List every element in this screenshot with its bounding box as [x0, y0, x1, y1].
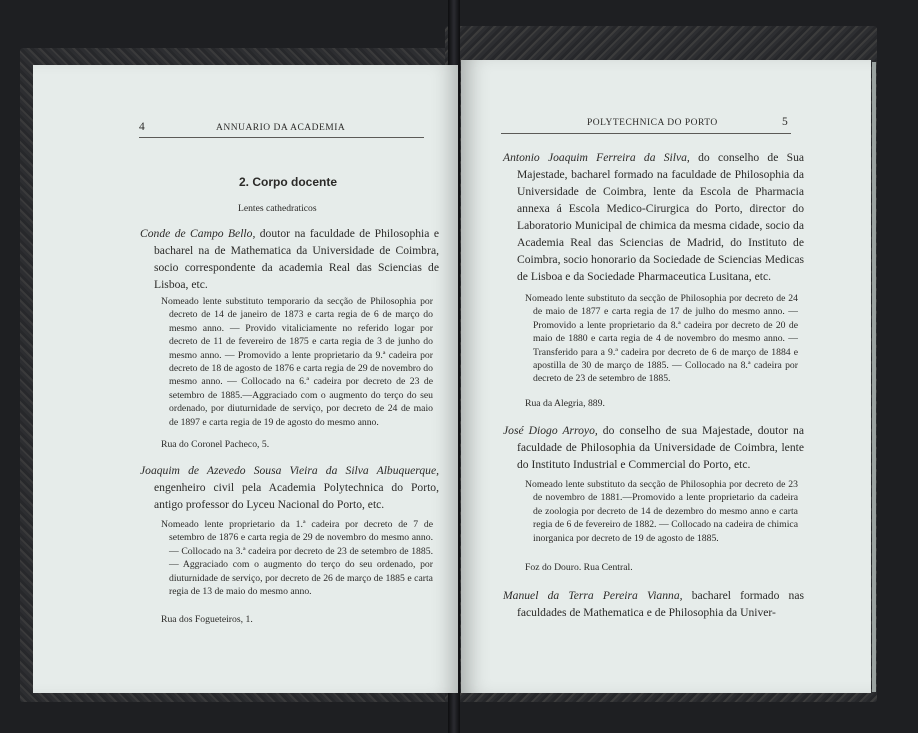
entry-description: do conselho de sua Majestade, doutor na faculdade de Philosophia da Universidade de Coimbra, lente do Instituto Industrial e Commercial do Porto, etc.: [517, 424, 804, 471]
header-rule: [139, 137, 424, 138]
entry-main: [140, 225, 439, 293]
entry-address: Rua da Alegria, 889.: [525, 398, 605, 409]
entry-description: engenheiro civil pela Academia Polytechnica do Porto, antigo professor do Lyceu Nacional do Porto, etc.: [154, 481, 439, 511]
entry-name: Antonio Joaquim Ferreira da Silva,: [503, 151, 690, 164]
entry-address: Foz do Douro. Rua Central.: [525, 562, 633, 573]
running-head: POLYTECHNICA DO PORTO: [587, 118, 718, 128]
section-subtitle: Lentes cathedraticos: [238, 203, 317, 214]
page-number: 5: [782, 116, 788, 128]
entry-address: Rua do Coronel Pacheco, 5.: [161, 439, 270, 450]
entry-main: [503, 149, 804, 285]
entry-note: Nomeado lente substituto da secção de Philosophia por decreto de 23 de novembro de 1881.—Promovido a lente proprietario da cadeira de zoologia por decreto de 14 de dezembro do mesmo anno e carta regia de 6 de fevereiro de 1882. — Collocado na cadeira de chimica inorganica por decreto de 19 de agosto de 1885.: [525, 479, 798, 544]
running-head: ANNUARIO DA ACADEMIA: [216, 123, 346, 133]
page-edge: [872, 62, 876, 692]
entry-main: [140, 462, 439, 513]
entry-description: doutor na faculdade de Philosophia e bacharel na de Mathematica da Universidade de Coimbra, socio correspondente da academia Real das Sciencias de Lisboa, etc.: [154, 227, 439, 291]
entry-main: [503, 587, 804, 621]
header-rule: [501, 133, 791, 134]
entry-note: Nomeado lente proprietario da 1.ª cadeira por decreto de 7 de setembro de 1876 e carta regia de 29 de novembro do mesmo anno. — Collocado na 3.ª cadeira por decreto de 23 de setembro de 1885. — Aggraciado com o augmento do terço do seu ordenado, por diuturnidade de serviço, por decreto de 26 de março de 1885 e carta regia de 13 de maio do mesmo anno.: [161, 519, 433, 598]
entry-description: do conselho de Sua Majestade, bacharel formado na faculdade de Philosophia da Universidade de Coimbra, lente da Escola de Pharmacia annexa á Escola Medico-Cirurgica do Porto, director do Laboratorio Municipal de chimica da mesma cidade, socio da Academia Real das Sciencias de Madrid, do Instituto de Coimbra, socio honorario da Sociedade de Sciencias Medicas de Lisboa e da Sociedade Pharmaceutica Lusitana, etc.: [517, 151, 805, 283]
entry-main: [503, 422, 804, 473]
entry-name: José Diogo Arroyo,: [503, 424, 598, 437]
entry-note: Nomeado lente substituto da secção de Philosophia por decreto de 24 de maio de 1877 e carta regia de 17 de julho do mesmo anno. — Promovido a lente proprietario da 8.ª cadeira por decreto de 20 de maio de 1880 e carta regia de 4 de novembro do mesmo anno. — Transferido para a 9.ª cadeira por decreto de 6 de março de 1884 e apostilla de 30 de março de 1885. — Collocado na 8.ª cadeira por decreto de 23 de setembro de 1885.: [525, 293, 798, 385]
left-page: [33, 65, 458, 693]
entry-address: Rua dos Fogueteiros, 1.: [161, 614, 253, 625]
section-title: 2. Corpo docente: [239, 175, 338, 189]
entry-description: bacharel formado nas faculdades de Mathematica e de Philosophia da Univer-: [517, 589, 805, 619]
page-number: 4: [139, 121, 145, 133]
entry-name: Conde de Campo Bello,: [140, 227, 256, 240]
right-page: [461, 60, 871, 693]
entry-note: Nomeado lente substituto temporario da secção de Philosophia por decreto de 14 de janeiro de 1873 e carta regia de 6 de março do mesmo anno. — Provido vitaliciamente no referido logar por decreto de 11 de fevereiro de 1875 e carta regia de 3 de junho do mesmo anno. — Promovido a lente proprietario da 9.ª cadeira por decreto de 18 de agosto de 1876 e carta regia de 29 de novembro do mesmo anno. — Collocado na 6.ª cadeira por decreto de 23 de setembro de 1885.—Aggraciado com o augmento do terço do seu ordenado, por diuturnidade de serviço, por decreto de 24 de maio de 1897 e carta regia de 19 de agosto do mesmo anno.: [161, 296, 433, 428]
entry-name: Manuel da Terra Pereira Vianna,: [503, 589, 683, 602]
entry-name: Joaquim de Azevedo Sousa Vieira da Silva Albuquerque,: [140, 464, 439, 477]
